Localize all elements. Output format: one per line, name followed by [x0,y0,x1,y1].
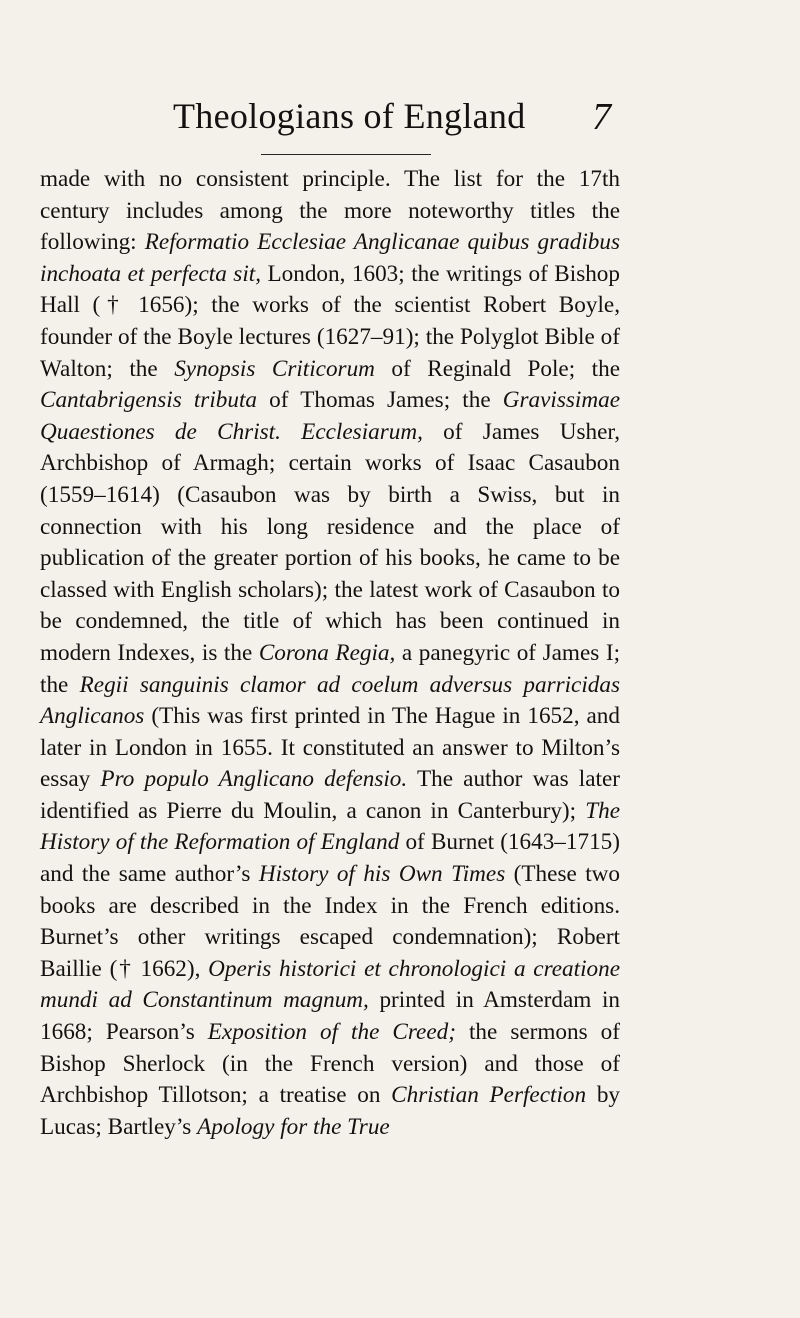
page-header [0,62,800,142]
work-title: The History of the Reformation of England [40,797,620,856]
header-rule [261,154,431,155]
text-run: made with no consistent principle. The list for the 17th century includes among the more noteworthy titles the following: [40,166,620,256]
text-run: The author was later identified as Pierre du Moulin, a canon in Canterbury); [40,766,620,824]
body-paragraph [40,164,620,1143]
work-title: History of his Own Times [258,861,506,888]
text-run: (This was first printed in The Hague in 1652, and later in London in 1655. It constituted an answer to Milton’s essay [40,703,620,793]
text-run: (These two books are described in the Index in the French editions. Burnet’s other writings escaped condemnation); Robert Baillie († 1662), [40,861,620,982]
work-title: Reformatio Ecclesiae Anglicanae quibus gradibus inchoata et perfecta sit, [40,229,620,287]
text-run: printed in Amsterdam in 1668; Pearson’s [40,987,620,1046]
page-number: 7 [592,96,611,138]
work-title: Exposition of the Creed; [207,1019,456,1046]
work-title: Gravissimae Quaestiones de Christ. Ecclesiarum, [40,387,620,445]
text-run: of Reginald Pole; the [374,355,620,382]
work-title: Christian Perfection [391,1082,587,1109]
running-head-title: Theologians of England [173,96,526,136]
work-title: Cantabrigensis tributa [40,387,257,414]
work-title: Corona Regia, [258,639,396,666]
work-title: Synopsis Criticorum [174,355,375,382]
text-run: London, 1603; the writings of Bishop Hall († 1656); the works of the scientist Robert Boyle, founder of the Boyle lectures (1627–91); the Polyglot Bible of Walton; the [40,260,620,382]
text-run: of James Usher, Archbishop of Armagh; certain works of Isaac Casaubon (1559–1614) (Casaubon was by birth a Swiss, but in connection with his long residence and the place of publication of the greater portion of his books, he came to be classed with English scholars); the latest work of Casaubon to be condemned, the title of which has been continued in modern Indexes, is the [40,418,620,666]
text-run: the sermons of Bishop Sherlock (in the French version) and those of Archbishop Tillotson; a treatise on [40,1019,620,1109]
work-title: Apology for the True [197,1113,390,1140]
text-run: of Burnet (1643–1715) and the same author’s [40,829,621,888]
work-title: Pro populo Anglicano defensio. [100,766,408,793]
text-run: a panegyric of James I; the [40,639,621,698]
work-title: Operis historici et chronologici a creatione mundi ad Constantinum magnum, [40,955,620,1014]
text-run: of Thomas James; the [257,387,503,414]
text-run: by Lucas; Bartley’s [40,1082,620,1140]
work-title: Regii sanguinis clamor ad coelum adversus parricidas Anglicanos [40,671,620,730]
